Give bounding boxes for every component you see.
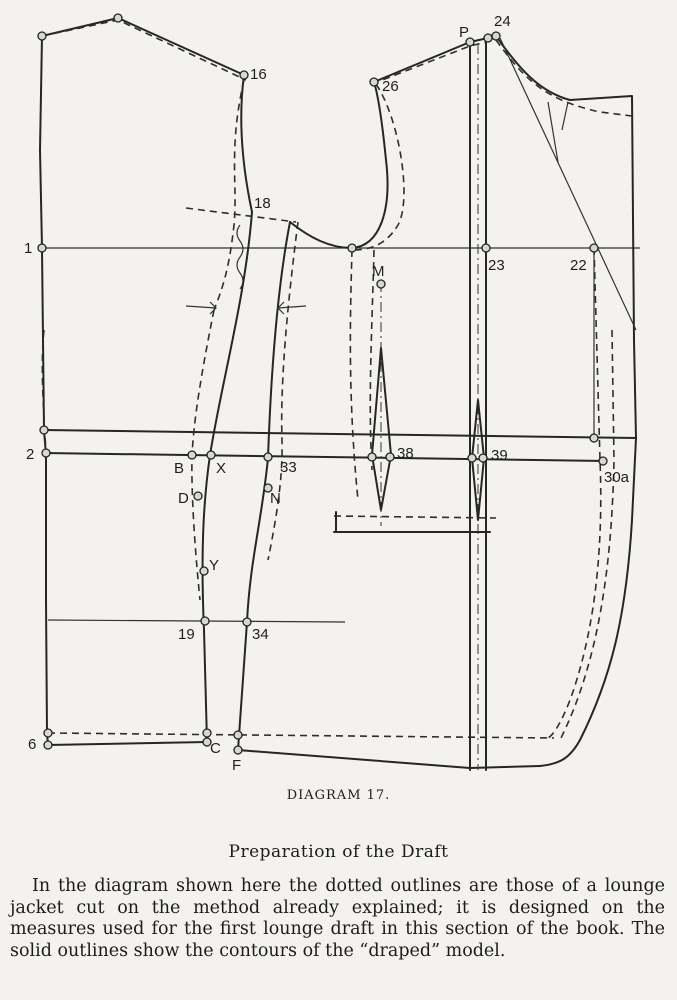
label-N: N (270, 490, 281, 507)
label-P: P (459, 24, 470, 41)
label-22: 22 (570, 257, 587, 274)
arrow-right (278, 302, 306, 314)
label-2: 2 (26, 446, 35, 463)
label-19: 19 (178, 626, 195, 643)
label-M: M (372, 263, 385, 280)
front-neck-solid (496, 36, 634, 340)
reference-points (38, 14, 607, 754)
lapel-inner (548, 102, 568, 162)
label-B: B (174, 460, 185, 477)
hip-line (48, 620, 345, 622)
arrow-left (186, 302, 216, 314)
label-X: X (216, 460, 227, 477)
diagram-caption: DIAGRAM 17. (286, 788, 391, 803)
waist-line (44, 453, 606, 461)
label-6: 6 (28, 736, 37, 753)
back-armhole-solid (241, 75, 252, 212)
back-shoulder-solid (42, 18, 244, 75)
underarm-curve (290, 82, 388, 248)
label-38: 38 (397, 445, 414, 462)
section-heading: Preparation of the Draft (228, 842, 449, 862)
label-1: 1 (24, 240, 33, 257)
label-C: C (210, 740, 221, 757)
underarm-curve-dashed (352, 84, 404, 250)
side-body-seam-dashed (268, 222, 298, 560)
label-18: 18 (254, 195, 271, 212)
label-F: F (232, 757, 242, 774)
front-hem-solid (238, 750, 540, 768)
chest-dashed-line (186, 208, 296, 222)
label-30a: 30a (604, 469, 630, 486)
label-D: D (178, 490, 189, 507)
back-armhole-wavy (237, 225, 243, 289)
description-paragraph: In the diagram shown here the dotted outlines are those of a lounge jacket cut on the method already explained; it is designed on the measures used for the first lounge draft in this section of the book. The solid outlines show the contours of the “draped” model. (10, 876, 665, 961)
front-edge-dashed (548, 248, 601, 738)
pocket-line (334, 516, 496, 518)
label-34: 34 (252, 626, 269, 643)
label-33: 33 (280, 459, 297, 476)
label-26: 26 (382, 78, 399, 95)
waist-line-upper (44, 430, 636, 438)
label-16: 16 (250, 66, 267, 83)
front-edge-solid (540, 340, 636, 766)
side-dart-dashed-1 (350, 250, 358, 500)
back-centre-line (40, 36, 48, 745)
label-39: 39 (491, 447, 508, 464)
back-armhole-dashed (214, 80, 244, 310)
label-23: 23 (488, 257, 505, 274)
lapel-line (500, 38, 636, 330)
front-neck-dashed (496, 40, 632, 116)
back-hem-solid (48, 742, 207, 745)
label-Y: Y (209, 557, 220, 574)
pocket-bracket (334, 512, 490, 532)
label-24: 24 (494, 13, 511, 30)
